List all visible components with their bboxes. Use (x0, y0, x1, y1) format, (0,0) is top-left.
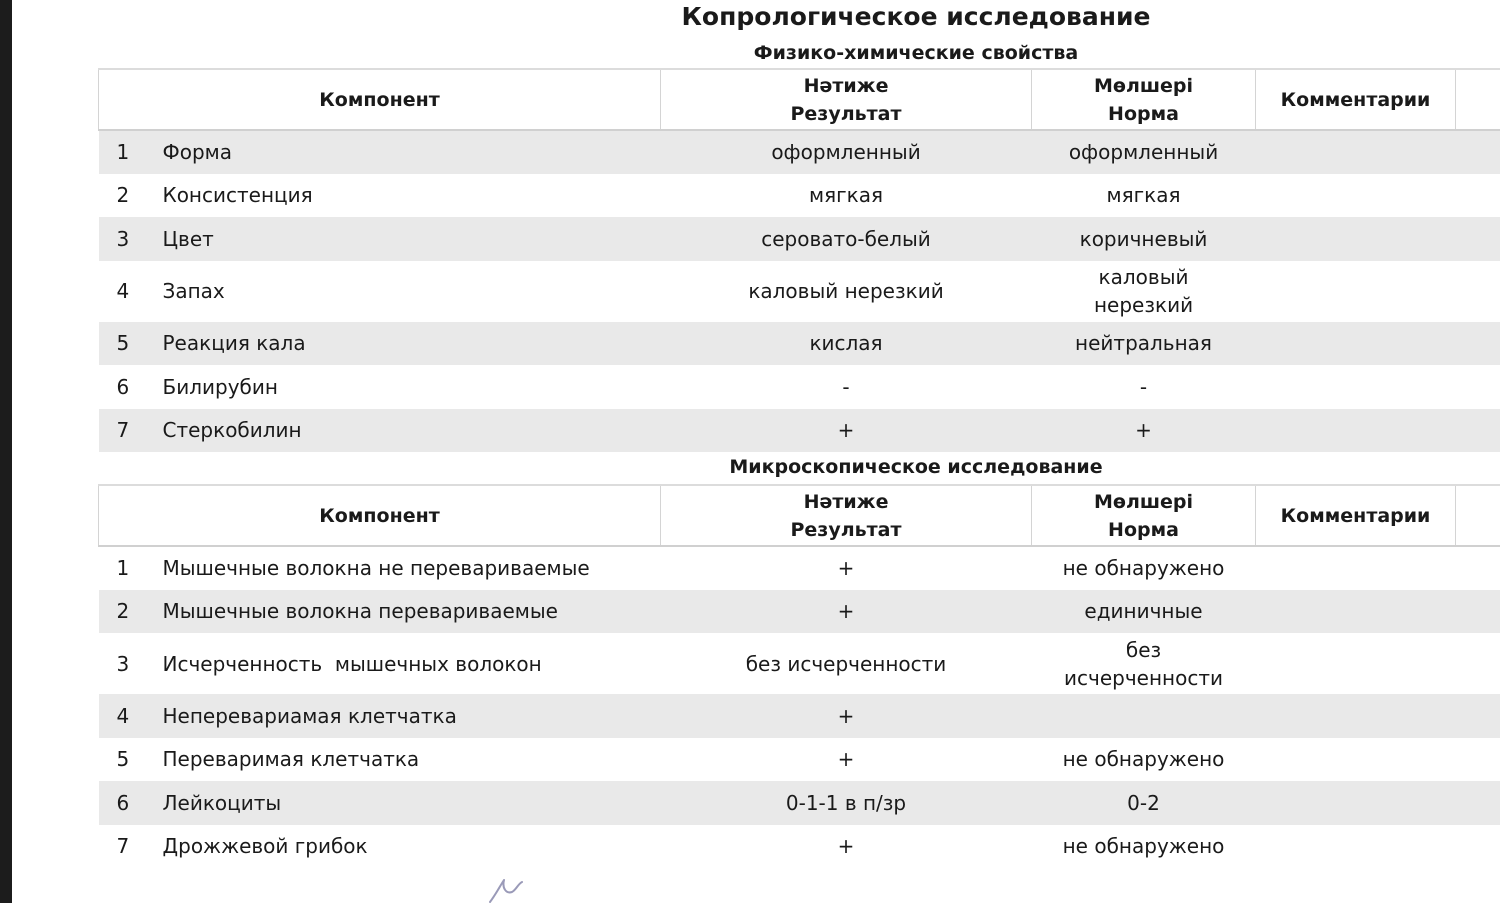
row-comment (1256, 409, 1456, 453)
row-comment (1256, 781, 1456, 825)
row-number: 2 (99, 590, 151, 634)
table-row (99, 633, 1500, 694)
row-extra (1456, 365, 1500, 409)
header-norm-ru: Норма (1108, 102, 1179, 125)
header-extra (1456, 485, 1500, 546)
row-result: + (661, 409, 1032, 453)
row-comment (1256, 322, 1456, 366)
row-comment (1256, 365, 1456, 409)
header-result (661, 69, 1032, 130)
row-extra (1456, 174, 1500, 218)
row-number: 5 (116, 747, 130, 772)
row-extra (1456, 781, 1500, 825)
row-norm (1032, 694, 1256, 738)
row-result: + (837, 834, 855, 859)
row-result: - (842, 374, 850, 399)
row-number: 2 (116, 183, 130, 208)
row-extra (1456, 738, 1500, 782)
header-norm (1032, 69, 1256, 130)
row-extra (1456, 322, 1500, 366)
table-row (99, 261, 1500, 322)
row-norm-line1: без (1125, 637, 1162, 662)
row-norm: коричневый (1032, 217, 1256, 261)
row-extra (1456, 633, 1500, 694)
table-row (99, 409, 1500, 453)
table-header-row (99, 485, 1500, 546)
row-norm: нейтральная (1032, 322, 1256, 366)
row-component: Исчерченность мышечных волокон (162, 651, 542, 676)
row-result: оформленный (661, 130, 1032, 174)
row-norm: мягкая (1106, 183, 1181, 208)
row-extra (1456, 261, 1500, 322)
page-title: Копрологическое исследование (681, 2, 1151, 31)
header-extra (1456, 69, 1500, 130)
table-row (99, 130, 1500, 174)
row-number: 6 (116, 374, 130, 399)
row-comment (1256, 825, 1456, 869)
row-number: 1 (116, 556, 130, 581)
section-title-microscopic: Микроскопическое исследование (729, 456, 1103, 478)
table-row (99, 590, 1500, 634)
row-number: 1 (99, 130, 151, 174)
row-result: каловый нерезкий (748, 279, 944, 303)
microscopic-table (98, 484, 1500, 868)
row-number: 7 (116, 834, 130, 859)
row-norm: - (1139, 374, 1148, 399)
row-result: без исчерченности (745, 651, 947, 676)
row-comment (1256, 217, 1456, 261)
row-norm-line2: исчерченности (1064, 665, 1223, 690)
row-extra (1456, 409, 1500, 453)
row-norm: оформленный (1032, 130, 1256, 174)
table-row (99, 217, 1500, 261)
table-row (99, 546, 1500, 590)
header-norm (1032, 485, 1256, 546)
row-result: серовато-белый (661, 217, 1032, 261)
row-extra (1456, 130, 1500, 174)
row-extra (1456, 590, 1500, 634)
header-component: Компонент (99, 485, 661, 546)
row-component: Неперевариамая клетчатка (151, 694, 661, 738)
table-row (99, 781, 1500, 825)
row-comment (1256, 261, 1456, 322)
row-norm: единичные (1032, 590, 1256, 634)
row-component: Цвет (151, 217, 661, 261)
row-norm: не обнаружено (1062, 834, 1225, 859)
row-comment (1256, 694, 1456, 738)
header-component: Компонент (99, 69, 661, 130)
row-component: Лейкоциты (151, 781, 661, 825)
row-result: 0-1-1 в п/зр (661, 781, 1032, 825)
row-extra (1456, 694, 1500, 738)
row-number: 4 (99, 694, 151, 738)
row-component: Запах (162, 279, 225, 303)
physico-chemical-table (98, 68, 1500, 452)
row-extra (1456, 546, 1500, 590)
row-number: 5 (99, 322, 151, 366)
row-comment (1256, 590, 1456, 634)
row-number: 3 (99, 217, 151, 261)
row-norm-line1: каловый (1098, 265, 1189, 289)
row-result: + (837, 747, 855, 772)
header-comments: Комментарии (1256, 69, 1456, 130)
row-norm: + (1032, 409, 1256, 453)
row-comment (1256, 174, 1456, 218)
row-component: Форма (151, 130, 661, 174)
header-result-kz: Нәтиже (803, 74, 889, 97)
row-comment (1256, 546, 1456, 590)
row-result: + (661, 590, 1032, 634)
row-norm: не обнаружено (1062, 556, 1225, 581)
row-norm: не обнаружено (1062, 747, 1225, 772)
row-number: 6 (99, 781, 151, 825)
section-title-physico-chemical: Физико-химические свойства (753, 42, 1079, 64)
table-row (99, 322, 1500, 366)
table-row (99, 174, 1500, 218)
row-norm: 0-2 (1032, 781, 1256, 825)
row-result: + (661, 694, 1032, 738)
table-row (99, 694, 1500, 738)
row-component: Консистенция (162, 183, 313, 208)
header-result-kz: Нәтиже (803, 490, 889, 513)
header-norm-kz: Мөлшері (1093, 490, 1194, 513)
row-result: мягкая (809, 183, 884, 208)
row-component: Мышечные волокна не перевариваемые (162, 556, 590, 581)
row-norm (1032, 633, 1256, 694)
header-result-ru: Результат (790, 518, 902, 541)
table-row (99, 825, 1500, 869)
signature-mark (486, 874, 546, 903)
header-norm-kz: Мөлшері (1093, 74, 1194, 97)
header-result (661, 485, 1032, 546)
row-component: Билирубин (162, 374, 278, 399)
header-comments: Комментарии (1256, 485, 1456, 546)
row-component: Дрожжевой грибок (162, 834, 368, 859)
row-number: 4 (116, 279, 130, 303)
row-component: Мышечные волокна перевариваемые (151, 590, 661, 634)
row-comment (1256, 738, 1456, 782)
left-dark-edge (0, 0, 12, 903)
row-norm-line2: нерезкий (1093, 293, 1194, 317)
row-comment (1256, 633, 1456, 694)
row-result: кислая (661, 322, 1032, 366)
row-component: Переваримая клетчатка (162, 747, 420, 772)
row-comment (1256, 130, 1456, 174)
row-number: 3 (116, 651, 130, 676)
table-row (99, 365, 1500, 409)
header-result-ru: Результат (790, 102, 902, 125)
row-component: Стеркобилин (151, 409, 661, 453)
table-row (99, 738, 1500, 782)
row-extra (1456, 217, 1500, 261)
row-component: Реакция кала (151, 322, 661, 366)
row-norm (1032, 261, 1256, 322)
table-header-row (99, 69, 1500, 130)
row-extra (1456, 825, 1500, 869)
row-number: 7 (99, 409, 151, 453)
header-norm-ru: Норма (1108, 518, 1179, 541)
row-result: + (837, 556, 855, 581)
